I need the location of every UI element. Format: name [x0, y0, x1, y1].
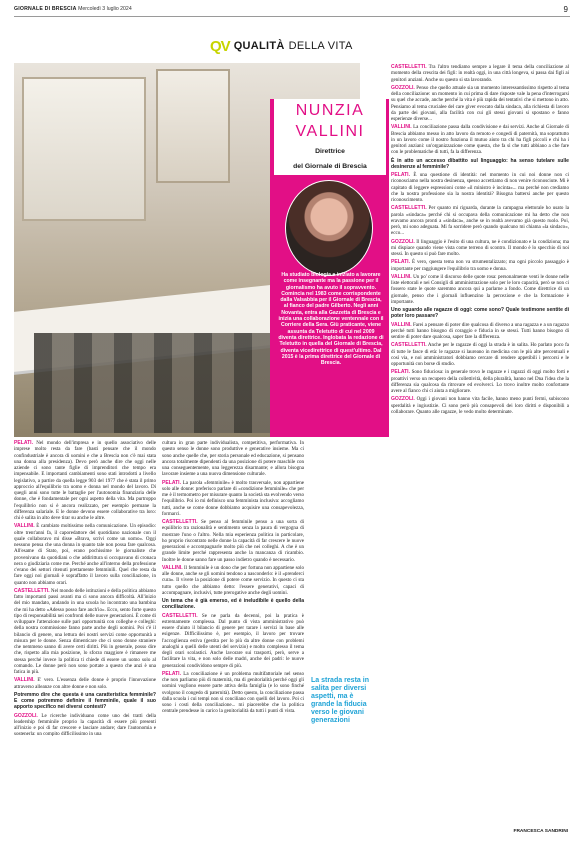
section-logo: QV: [210, 37, 230, 55]
speaker-name: VALLINI.: [14, 677, 35, 684]
speaker-name: CASTELLETTI.: [14, 587, 50, 594]
paragraph-text: Se ne parla da decenni, poi la pratica è estremamente complessa. Dal punto di vista amministrativo può essere d'aiuto il bilancio di genere per tarare i servizi in base alle esigenze. Difficilissimo è, per esempio, il lavoro per trovare l'accoglienza estiva (gestita per lo più da altre donne con problemi analoghi a quelli delle utenti del servizio) e molto complesso il tema degli orari scolastici. Anche lavorare sui trasporti, però, serve a facilitare la vita, e non solo delle madri, anche dei padri: le nuove generazioni condividono sempre di più.: [162, 612, 304, 669]
paragraph-text: Tra l'altro tendiamo sempre a legare il tema della conciliazione al momento della crescita dei figli: in realtà oggi, in una città longeva, si passa dai figli ai genitori anziani. Anche su questo si sta lavorando.: [391, 64, 569, 83]
paragraph: [162, 440, 304, 478]
interview-question: [14, 692, 156, 711]
paragraph-text: Per quanto mi riguarda, durante la campagna elettorale ho usato la parola «sindaca» perché chi si occupava della comunicazione mi ha detto che non eravamo ancora pronti a «sindaca», anche se in realtà avevamo già questo ruolo. Poi, però, mi sono adeguata. Mi fa sorridere però quando qualcuno mi chiama «la sindaco», ecco...: [391, 205, 569, 237]
page-number: 9: [563, 5, 568, 14]
paragraph-text: cultura in gran parte individualista, competitiva, performativa. In questo senso le donne sono produttive e generative insieme. Ma ci sono anche quelle che, per storia personale ed educazione, si pensano ancora totalmente dipendenti da una posizione di potere maschile con una conseguentemente, una leggerezza disarmante; e allora bisogna lavorare insieme a una nuova dimensione culturale.: [162, 440, 304, 478]
paragraph-text: Sono fiduciosa: in generale trovo le ragazze e i ragazzi di oggi molto forti e proattivi verso un recupero della collettività, della pluralità, hanno nel Dna l'idea che la differenza sia qualcosa da ritrovare ed evolverci. Lo trovo inoltre molto confortante avere al fianco chi ci aiuta a migliorare.: [391, 369, 569, 394]
publication-name: GIORNALE DI BRESCIA: [14, 6, 77, 12]
speaker-name: PELATI.: [162, 479, 181, 486]
author-signature: FRANCESCA SANDRINI: [513, 829, 568, 834]
speaker-name: GOZZOLI.: [391, 84, 415, 91]
paragraph: [162, 613, 304, 669]
question-text: Uno sguardo alle ragazze di oggi: come sono? Quale testimone sentite di poter loro passare?: [391, 307, 569, 320]
paragraph-text: La parola «femminile» è molto trasversale, non appartiene solo alle donne: preferisco parlare di «condizione femminile» che per me è il termometro per misurare quanto la società sta evolvendo verso l'equilibrio. Poi io mi definisco una femminista inclusiva: accogliamo tutti, anche se come donne dobbiamo acquisire una consapevolezza, formarci.: [162, 479, 304, 517]
paragraph-text: Nel mondo delle istituzioni e della politica abbiamo fatto importanti passi avanti ma ci sono ancora difficoltà. All'inizio del mio mandato, andando in una scuola ho incontrato una bambina che mi ha detto «Adesso posso fare anch'io». Ecco, sento forte questo tipo di responsabilità nei confronti delle nuove generazioni. È come di sviluppare l'attenzione sulle pari opportunità con colleghe e colleghi: della nostra commissione fanno parte anche degli uomini. Poi c'è il bilancio di genere, una lettura dei nostri servizi come opportunità a misura per le donne. Senza dimenticare che ci sono donne straniere che nemmeno sanno di avere certi diritti. Più in generale, posso dire che, rispetto alla mia posizione, lo sforzo maggiore è rimanere me stessa perché invece la politica ti chiede di essere un uomo solo al comando. Le donne però non sono portate a questo che anzi è una fatica in più.: [14, 587, 156, 675]
question-text: È in atto un accesso dibattito sul linguaggio: ha senso tutelare sulle desinenze al femminile?: [391, 157, 569, 170]
paragraph: [14, 713, 156, 738]
paragraph-text: È una questione di identità: nel momento in cui noi donne non ci riconosciamo nella nostra desinenza, spesso accettiamo di non venire riconosciute. Mi è capitato di leggere espressioni come «il ministro è incinta»... ma perché non crediamo che la nostra professione sia la nostra identità? Bisogna battersi anche per questo riconoscimento.: [391, 172, 569, 203]
speaker-name: VALLINI.: [391, 124, 412, 131]
paragraph: [391, 64, 569, 83]
portrait-photo: [285, 180, 373, 276]
paragraph-text: Penso che quello attuale sia un momento interessantissimo rispetto al tema della conciliazione: un momento in cui prima di dare risposte vale la pena d'interrogarsi su quel che accade, anche perché la vita è più rapida dei tentativi che si mettono in atto. Pensiamo al tema crucialee del care giver evocato dalla sindaca, alla richiesta di lavoro da parte dei giovani, alla facilità con cui gli stessi giovani si spostano e fanno esperienze diverse...: [391, 84, 569, 122]
paragraph-text: La conciliazione è un problema multifattoriale nel senso che non parliamo più di maternità, ma di genitorialità perché oggi gli uomini vogliono essere parte attiva della famiglia (e lo sono finché svolgono il congedo di paternità). Detto questo, la conciliazione passa dalla scuola i cui tempi non si conciliano con quelli del lavoro. Poi ci sono i costi della conciliazione... mi piacerebbe che la politica centrale prendesse in carico la genitorialità da tutti i punti di vista.: [162, 670, 304, 715]
paragraph: [391, 205, 569, 236]
paragraph: [14, 440, 156, 521]
speaker-name: CASTELLETTI.: [391, 205, 427, 212]
paragraph-text: La conciliazione passa dalla condivisione e dai servizi. Anche al Giornale di Brescia abbiamo messo in atto lavoro da remoto e congedi di paternità, ma soprattutto in un lavoro come il nostro funziona il mutuo aiuto tra chi ha figli piccoli e chi ha i genitori anziani: un'organizzazione come questa, che fa sì che tutti abbiano a che fare con le problematiche di tutti, fa la differenza.: [391, 124, 569, 156]
question-text: Un tema che è già emerso, ed è ineludibile è quello della conciliazione.: [162, 598, 304, 611]
paragraph-text: Un po' come il discorso delle quote rosa: personalmente venti le donne nelle liste elettorali e nei Consigli di amministrazione solo per le loro capacità, però se non ci fossero state le quote saremmo ancora qui a parlarne a fondo. Come direttrice di un giornale, penso che i giornali influenzino la percezione e che la formazione è importante.: [391, 273, 569, 305]
paragraph-text: Le ricerche individuano come uno dei tratti della leadership femminile proprio la capacità di essere più presenti all'inizio e poi di far crescere e lasciare andare; dare l'autonomia e sostenerla: un compito difficilissimo in una: [14, 712, 156, 738]
paragraph: [391, 259, 569, 272]
interview-question: [391, 158, 569, 171]
speaker-name: PELATI.: [391, 172, 410, 178]
publication-date: Mercoledì 3 luglio 2024: [78, 6, 132, 12]
speaker-name: CASTELLETTI.: [391, 64, 427, 70]
paragraph-text: Se penso al femminile penso a una sorta di equilibrio tra razionalità e sentimento senza la paura di vergogna di mostrare l'uno o l'altro. Nella mia esperienza politica in particolare, ho proprio riscontrato nelle donne la capacità di far crescere le nuove generazioni e accompagnarle molto più che nei colleghi. A che è un grande limite perché rappresenta anche la mancanza di ricambio. Inoltre le donne sanno fare un passo indietro quando è necessario.: [162, 519, 304, 563]
interview-question: [391, 307, 569, 320]
paragraph: [391, 274, 569, 305]
paragraph-text: E' vero. L'essenza delle donne è proprio l'innovazione attraverso alleanze con altre donne e non solo.: [14, 677, 156, 690]
paragraph: [162, 565, 304, 596]
speaker-name: GOZZOLI.: [391, 238, 415, 245]
paragraph-text: Il femminile è un dono che per fortuna non appartiene solo alle donne, anche se gli uomini tendono a nasconderlo: è il «prenderci cura». Il vivere la posizione di potere come servizio. In questo ci sta tutto quello che abbiamo detto: l'essere generativi, capaci di accompagnare, inclusivi, tutte prerogative anche degli uomini.: [162, 564, 304, 596]
section-brand: [210, 38, 353, 54]
speaker-name: PELATI.: [162, 670, 181, 677]
profile-name-2: VALLINI: [295, 123, 365, 140]
paragraph: [391, 85, 569, 123]
speaker-name: CASTELLETTI.: [391, 342, 427, 349]
paragraph: [14, 588, 156, 676]
paragraph-text: Il linguaggio è l'esito di una cultura, ne è condizionato e la condiziona; ma mi dispiace quando viene vista come terreno di scontro. Il mondo è lo specchio di noi stessi. In questo si può fare molto.: [391, 238, 569, 257]
paragraph-text: Oggi i giovani non hanno vita facile, hanno meno punti fermi, subiscono sperdalità e ingiustizie. Ci sono però più consapevoli dei loro diritti e disponibili a collaborare. Quanto alle ragazze, le vedo molto determinate.: [391, 396, 569, 415]
speaker-name: VALLINI.: [391, 273, 412, 280]
paragraph-text: Nel mondo dell'impresa e in quello associativo delle imprese molto resta da fare (basti pensare che il mondo confindustriale è ancora di uomini e che a Brescia non c'è mai stata una donna alla presidenza). Devo però anche dire che oggi nelle aziende ci sono tante figlie di imprenditori che tempo era impensabile. E importanti cambiamenti sono stati introdotti a livello legislativo, a partire da quella legge 903 del 1977 che è stata il primo approccio all'equilibrio tra uomo e donna nel mondo del lavoro. Di quegli anni sono tutte le battaglie per l'autonomia finanziaria delle donne, che è fondamentale per ogni aspetto della vita. Ma purtroppo l'equilibrio non si è ancora realizzato, per esempio permane la differenza salariale. E le donne devono essere collaborative tra loro: chi è salita in alto deve tirar su anche le altre.: [14, 440, 156, 521]
paragraph: [162, 519, 304, 563]
speaker-name: GOZZOLI.: [391, 396, 415, 403]
paragraph: [391, 239, 569, 258]
question-text: Potremmo dire che questa è una caratteristica femminile? E come potremmo definire il femminile, quale il suo apporto specifico nei diversi contesti?: [14, 691, 156, 711]
paragraph: [391, 369, 569, 394]
article-column-2: [162, 440, 304, 717]
profile-bio: Ha studiato biologia e iniziato a lavorare come insegnante ma la passione per il giornalismo ha avuto il sopravvento. Comincia nel 1983 come corrispondente dalla Valsabbia per il Giornale di Brescia, al fianco del padre Gilberto. Negli anni Novanta, entra alla Gazzetta di Brescia e inizia una collaborazione ventennale con il Corriere della Sera. Giù praticante, viene assunta da Teletutto di cui nel 2009 diventa direttrice. Inglobata la redazione di Teletutto in quella del Giornale di Brescia, diventa vicedirettrice di quest'ultimo. Dal 2015 è la prima direttrice del Giornale di Brescia.: [278, 272, 384, 367]
speaker-name: VALLINI.: [162, 564, 183, 571]
paragraph-text: Farei a pensare di poter dire qualcosa di diverso a una ragazza e a un ragazzo perché tutti hanno bisogno di coraggio e fiducia in se stessi. Tutti hanno bisogno di sentire di poter dare qualcosa, saper fare la differenza.: [391, 321, 569, 340]
profile-name-box: [274, 99, 386, 175]
paragraph-text: Anche per le ragazze di oggi la strada è in salita. Ho parlato poco fa di tutte le fasce di età: le ragazze si laureano in medicina con le più alte percentuali e così via, e noi amministratori dobbiamo cercare di rendere appetibili i percorsi e le opportunità con borse di studio.: [391, 342, 569, 367]
window-shape: [22, 77, 146, 221]
profile-role-2: del Giornale di Brescia: [293, 163, 367, 170]
article-column-1: [14, 440, 156, 740]
paragraph-text: È cambiato moltissimo nella comunicazione. Un episodio: oltre trent'anni fa, il caporedattore del quotidiano nazionale con il quale collaboravo mi disse «Brava, scrivi come un uomo». Oggi nessuno pensa che una donna in quanto tale non possa fare qualcosa. All'esame di Stato, poi, erano pochissime le giornaliste che provenivano da quotidiani o che addirittura si occupavano di cronaca nera o giudiziaria come me. Perché anche all'interno della professione c'erano dei settori ritenuti prettamente femminili. Quel che resta da fare oggi noi giornali è sopraffatto il lavoro sulla conciliazione, in quanto non abbiamo orari.: [14, 523, 156, 586]
speaker-name: PELATI.: [391, 259, 410, 266]
paragraph: [391, 342, 569, 367]
paragraph: [391, 396, 569, 415]
page-header: [14, 6, 570, 17]
speaker-name: VALLINI.: [391, 321, 412, 328]
pull-quote: La strada resta in salita per diversi aspetti, ma è grande la fiducia verso le giovani generazioni: [311, 677, 369, 724]
speaker-name: CASTELLETTI.: [162, 519, 198, 525]
profile-name-1: NUNZIA: [295, 102, 365, 119]
paragraph: [391, 322, 569, 341]
paragraph: [162, 671, 304, 715]
speaker-name: GOZZOLI.: [14, 712, 38, 719]
paragraph: [391, 124, 569, 155]
speaker-name: PELATI.: [391, 369, 410, 376]
paragraph: [14, 523, 156, 586]
paragraph: [391, 172, 569, 203]
window-shape: [156, 69, 230, 183]
speaker-name: VALLINI.: [14, 523, 35, 530]
speaker-name: CASTELLETTI.: [162, 612, 198, 619]
article-column-3: [391, 64, 569, 417]
paragraph-text: È vero, questa tema non va strumentalizzato; ma ogni piccolo passaggio è importante per raggiungere l'equilibrio tra uomo e donna.: [391, 259, 569, 272]
section-title-rest: DELLA VITA: [288, 40, 353, 52]
paragraph: [162, 480, 304, 518]
profile-role-1: Direttrice: [315, 148, 345, 155]
section-title-bold: QUALITÀ: [233, 40, 285, 52]
speaker-name: PELATI.: [14, 440, 33, 446]
interview-question: [162, 598, 304, 611]
paragraph: [14, 677, 156, 690]
